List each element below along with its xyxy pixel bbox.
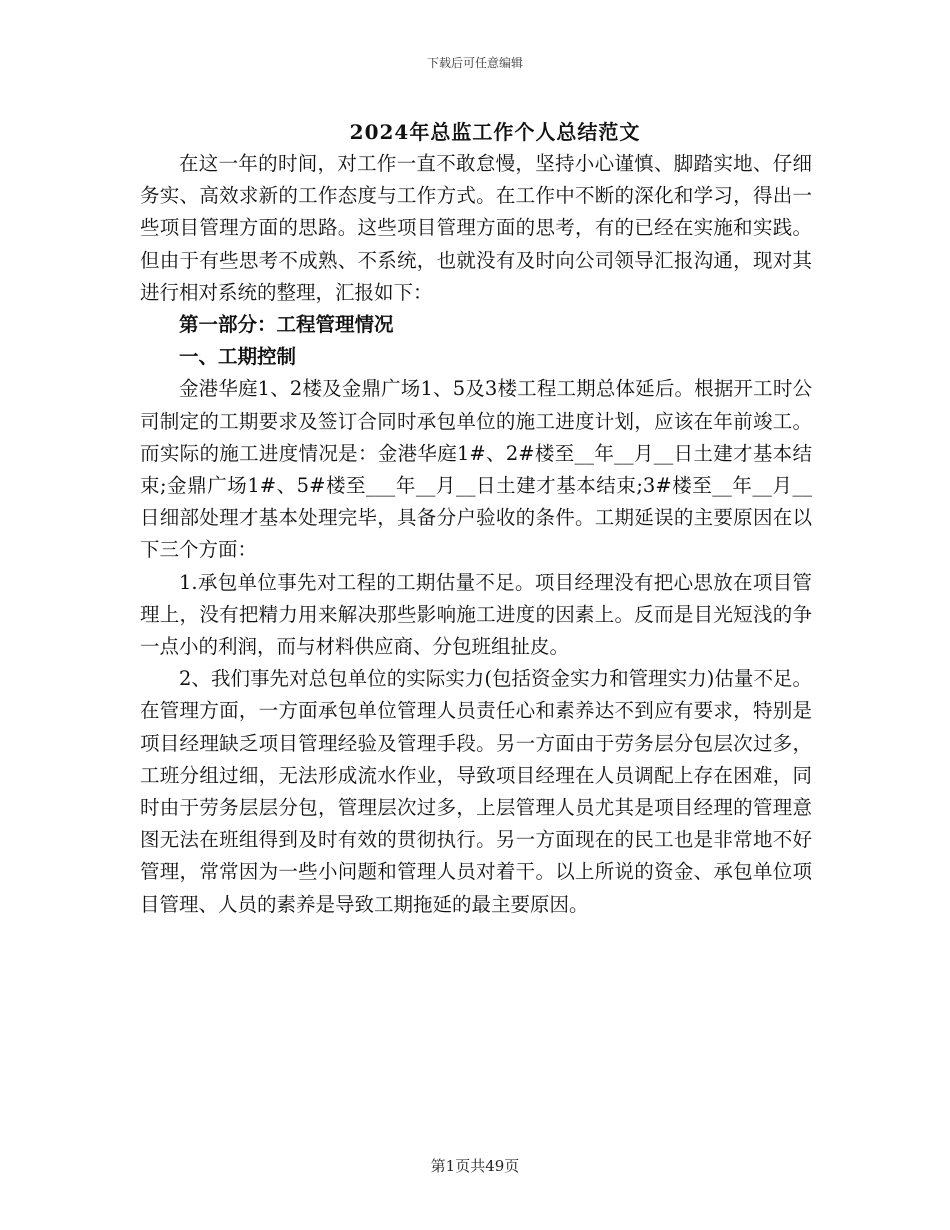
document-body [140,148,812,921]
intro-paragraph: 在这一年的时间，对工作一直不敢怠慢，坚持小心谨慎、脚踏实地、仔细务实、高效求新的工作态度与工作方式。在工作中不断的深化和学习，得出一些项目管理方面的思路。这些项目管理方面的思考，有的已经在实施和实践。但由于有些思考不成熟、不系统，也就没有及时向公司领导汇报沟通，现对其进行相对系统的整理，汇报如下： [140,152,812,304]
reason-1-paragraph: 1.承包单位事先对工程的工期估量不足。项目经理没有把心思放在项目管理上，没有把精力用来解决那些影响施工进度的因素上。反而是目光短浅的争一点小的利润，而与材料供应商、分包班组扯皮。 [140,570,812,659]
document-title: 2024年总监工作个人总结范文 [349,120,641,144]
header-note: 下载后可任意编辑 [426,56,523,70]
subsection-heading: 一、工期控制 [179,345,297,369]
schedule-paragraph: 金港华庭1、2楼及金鼎广场1、5及3楼工程工期总体延后。根据开工时公司制定的工期要求及签订合同时承包单位的施工进度计划，应该在年前竣工。而实际的施工进度情况是：金港华庭1#、2#楼至__年__月__日土建才基本结束;金鼎广场1#、5#楼至___年__月__日土建才基本结束;3#楼至__年__月__日细部处理才基本处理完毕，具备分户验收的条件。工期延误的主要原因在以下三个方面： [140,377,812,562]
page-footer: 第1页共49页 [430,1157,520,1175]
section-heading: 第一部分：工程管理情况 [179,313,394,337]
reason-2-paragraph: 2、我们事先对总包单位的实际实力(包括资金实力和管理实力)估量不足。在管理方面，一方面承包单位管理人员责任心和素养达不到应有要求，特别是项目经理缺乏项目管理经验及管理手段。另一方面由于劳务层分包层次过多，工班分组过细，无法形成流水作业，导致项目经理在人员调配上存在困难，同时由于劳务层层分包，管理层次过多，上层管理人员尤其是项目经理的管理意图无法在班组得到及时有效的贯彻执行。另一方面现在的民工也是非常地不好管理，常常因为一些小问题和管理人员对着干。以上所说的资金、承包单位项目管理、人员的素养是导致工期拖延的最主要原因。 [140,667,812,916]
